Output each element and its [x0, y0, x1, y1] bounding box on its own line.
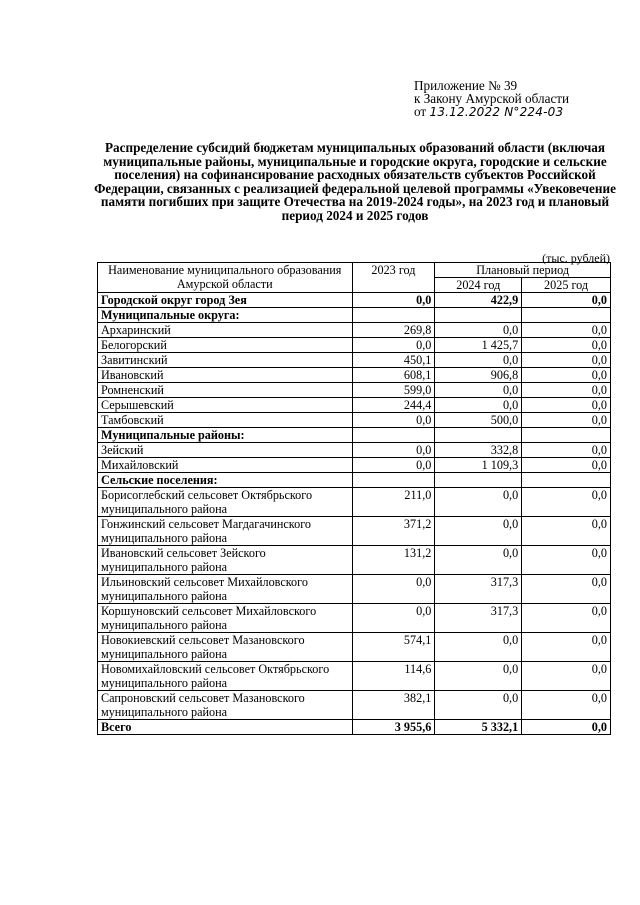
value-2024: 317,3 [435, 575, 522, 604]
table-row [98, 293, 611, 308]
table-row [98, 473, 611, 488]
value-2024: 0,0 [435, 662, 522, 691]
table-row [98, 720, 611, 735]
header-plan-period: Плановый период [435, 263, 611, 278]
value-2025: 0,0 [522, 338, 611, 353]
row-name: Новокиевский сельсовет Мазановского муниципального района [98, 633, 353, 662]
table-row [98, 691, 611, 720]
row-name: Белогорский [98, 338, 353, 353]
handwritten-date-number: 13.12.2022 N°224-03 [429, 105, 564, 119]
table-row [98, 443, 611, 458]
value-2025: 0,0 [522, 383, 611, 398]
value-2024: 906,8 [435, 368, 522, 383]
table-row [98, 308, 611, 323]
value-2023: 269,8 [352, 323, 435, 338]
table-row [98, 458, 611, 473]
row-name: Тамбовский [98, 413, 353, 428]
header-2023: 2023 год [352, 263, 435, 293]
table-row [98, 546, 611, 575]
header-2024: 2024 год [435, 278, 522, 293]
value-2024: 5 332,1 [435, 720, 522, 735]
row-name: Муниципальные округа: [98, 308, 353, 323]
value-2025: 0,0 [522, 323, 611, 338]
table-row [98, 428, 611, 443]
value-2025: 0,0 [522, 517, 611, 546]
value-2025: 0,0 [522, 720, 611, 735]
value-2024 [435, 428, 522, 443]
table-row [98, 488, 611, 517]
value-2023: 0,0 [352, 338, 435, 353]
value-2024: 0,0 [435, 691, 522, 720]
row-name: Ивановский [98, 368, 353, 383]
table-body [98, 293, 611, 735]
value-2025: 0,0 [522, 575, 611, 604]
row-name: Сапроновский сельсовет Мазановского муниципального района [98, 691, 353, 720]
appendix-number: Приложение № 39 [414, 78, 518, 93]
appendix-law: к Закону Амурской области [414, 91, 570, 106]
appendix-block [414, 79, 624, 119]
unit-label: (тыс. рублей) [542, 251, 610, 265]
value-2023: 608,1 [352, 368, 435, 383]
value-2024: 0,0 [435, 633, 522, 662]
value-2025: 0,0 [522, 293, 611, 308]
row-name: Михайловский [98, 458, 353, 473]
value-2024: 0,0 [435, 398, 522, 413]
value-2023: 244,4 [352, 398, 435, 413]
row-name: Муниципальные районы: [98, 428, 353, 443]
table-row [98, 633, 611, 662]
value-2024: 0,0 [435, 488, 522, 517]
table-row [98, 662, 611, 691]
value-2024: 0,0 [435, 517, 522, 546]
value-2025: 0,0 [522, 604, 611, 633]
subsidy-table [97, 262, 611, 735]
value-2023: 0,0 [352, 413, 435, 428]
row-name: Новомихайловский сельсовет Октябрьского муниципального района [98, 662, 353, 691]
appendix-date-prefix: от [414, 104, 427, 119]
value-2025: 0,0 [522, 353, 611, 368]
value-2025 [522, 473, 611, 488]
row-name: Ивановский сельсовет Зейского муниципального района [98, 546, 353, 575]
table-row [98, 338, 611, 353]
value-2024 [435, 308, 522, 323]
value-2023: 131,2 [352, 546, 435, 575]
value-2023: 211,0 [352, 488, 435, 517]
value-2025: 0,0 [522, 398, 611, 413]
row-name: Коршуновский сельсовет Михайловского муниципального района [98, 604, 353, 633]
table-row [98, 398, 611, 413]
value-2025: 0,0 [522, 368, 611, 383]
value-2025: 0,0 [522, 633, 611, 662]
row-name: Архаринский [98, 323, 353, 338]
value-2024: 0,0 [435, 353, 522, 368]
row-name: Сельские поселения: [98, 473, 353, 488]
table-row [98, 323, 611, 338]
value-2025 [522, 428, 611, 443]
row-name: Завитинский [98, 353, 353, 368]
value-2023 [352, 473, 435, 488]
value-2024: 0,0 [435, 323, 522, 338]
value-2024: 317,3 [435, 604, 522, 633]
value-2025: 0,0 [522, 443, 611, 458]
table-row [98, 413, 611, 428]
value-2023: 382,1 [352, 691, 435, 720]
value-2023: 0,0 [352, 293, 435, 308]
value-2023: 574,1 [352, 633, 435, 662]
value-2025 [522, 308, 611, 323]
value-2023: 0,0 [352, 458, 435, 473]
appendix-date-line [414, 105, 624, 119]
table-row [98, 353, 611, 368]
value-2025: 0,0 [522, 458, 611, 473]
document-title: Распределение субсидий бюджетам муниципальных образований области (включая муниципальные районы, муниципальные и городские округа, городские и сельские поселения) на софинансирование расходных обязательств субъектов Российской Федерации, связанных с реализацией федеральной целевой программы «Увековечение памяти погибших при защите Отечества на 2019-2024 годы», на 2023 год и плановый период 2024 и 2025 годов [94, 140, 616, 223]
row-name: Ромненский [98, 383, 353, 398]
table-row [98, 575, 611, 604]
value-2024: 0,0 [435, 383, 522, 398]
value-2023: 599,0 [352, 383, 435, 398]
value-2025: 0,0 [522, 691, 611, 720]
value-2024: 422,9 [435, 293, 522, 308]
row-name: Ильиновский сельсовет Михайловского муниципального района [98, 575, 353, 604]
table-row [98, 368, 611, 383]
row-name: Гонжинский сельсовет Магдагачинского муниципального района [98, 517, 353, 546]
value-2023: 0,0 [352, 575, 435, 604]
value-2025: 0,0 [522, 488, 611, 517]
value-2025: 0,0 [522, 662, 611, 691]
value-2023: 371,2 [352, 517, 435, 546]
value-2024: 0,0 [435, 546, 522, 575]
table-row [98, 517, 611, 546]
value-2023 [352, 308, 435, 323]
header-name: Наименование муниципального образования Амурской области [98, 263, 353, 293]
row-name: Городской округ город Зея [98, 293, 353, 308]
value-2024: 332,8 [435, 443, 522, 458]
row-name: Зейский [98, 443, 353, 458]
table-row [98, 383, 611, 398]
row-name: Борисоглебский сельсовет Октябрьского муниципального района [98, 488, 353, 517]
value-2023: 3 955,6 [352, 720, 435, 735]
value-2024: 1 425,7 [435, 338, 522, 353]
value-2023: 0,0 [352, 443, 435, 458]
value-2024: 500,0 [435, 413, 522, 428]
value-2024: 1 109,3 [435, 458, 522, 473]
value-2023: 450,1 [352, 353, 435, 368]
row-name: Серышевский [98, 398, 353, 413]
value-2025: 0,0 [522, 546, 611, 575]
value-2023 [352, 428, 435, 443]
table-row [98, 604, 611, 633]
value-2025: 0,0 [522, 413, 611, 428]
value-2024 [435, 473, 522, 488]
value-2023: 0,0 [352, 604, 435, 633]
header-2025: 2025 год [522, 278, 611, 293]
row-name: Всего [98, 720, 353, 735]
value-2023: 114,6 [352, 662, 435, 691]
